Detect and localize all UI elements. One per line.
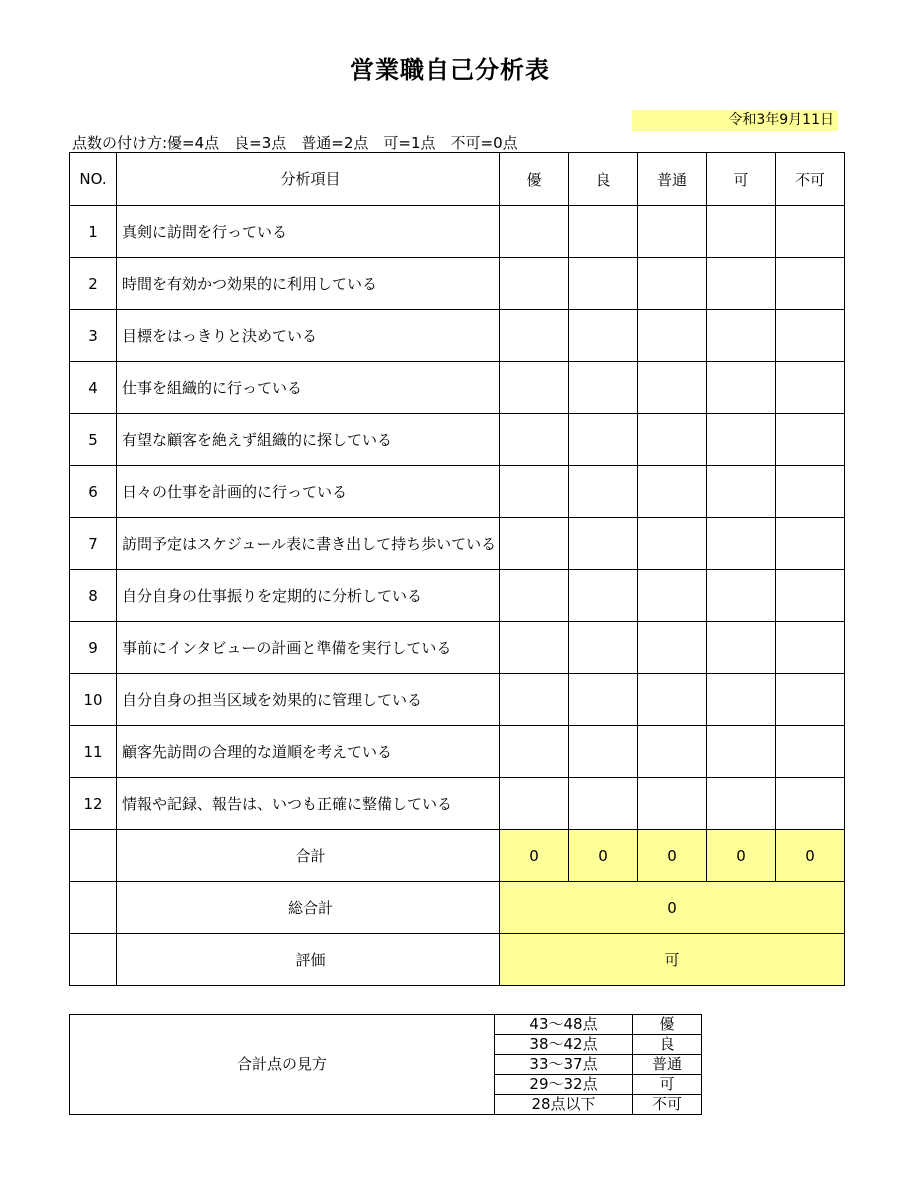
score-cell-good[interactable] xyxy=(569,310,638,362)
table-row xyxy=(70,258,845,310)
header-grade-fair: 可 xyxy=(707,153,776,206)
score-cell-poor[interactable] xyxy=(776,258,845,310)
score-cell-excellent[interactable] xyxy=(500,674,569,726)
score-cell-poor[interactable] xyxy=(776,622,845,674)
row-number: 3 xyxy=(70,310,117,362)
score-cell-excellent[interactable] xyxy=(500,518,569,570)
score-cell-fair[interactable] xyxy=(707,258,776,310)
evaluation-label: 評価 xyxy=(117,934,500,986)
score-cell-good[interactable] xyxy=(569,674,638,726)
score-cell-poor[interactable] xyxy=(776,570,845,622)
row-number: 7 xyxy=(70,518,117,570)
legend-range: 33～37点 xyxy=(495,1055,633,1075)
legend-grade: 可 xyxy=(633,1075,702,1095)
score-cell-excellent[interactable] xyxy=(500,414,569,466)
evaluation-value: 可 xyxy=(500,934,845,986)
table-row xyxy=(70,206,845,258)
header-grade-average: 普通 xyxy=(638,153,707,206)
legend-range: 43～48点 xyxy=(495,1015,633,1035)
score-cell-poor[interactable] xyxy=(776,310,845,362)
row-item: 事前にインタビューの計画と準備を実行している xyxy=(117,622,500,674)
score-cell-fair[interactable] xyxy=(707,674,776,726)
table-row xyxy=(70,466,845,518)
row-item: 自分自身の仕事振りを定期的に分析している xyxy=(117,570,500,622)
score-cell-fair[interactable] xyxy=(707,726,776,778)
legend-grade: 不可 xyxy=(633,1095,702,1115)
row-number: 1 xyxy=(70,206,117,258)
score-cell-average[interactable] xyxy=(638,206,707,258)
score-cell-excellent[interactable] xyxy=(500,726,569,778)
table-row xyxy=(70,518,845,570)
score-cell-poor[interactable] xyxy=(776,206,845,258)
legend-row xyxy=(70,1015,702,1035)
score-cell-fair[interactable] xyxy=(707,362,776,414)
header-no: NO. xyxy=(70,153,117,206)
row-number: 10 xyxy=(70,674,117,726)
score-cell-average[interactable] xyxy=(638,778,707,830)
scoring-note: 点数の付け方:優=4点 良=3点 普通=2点 可=1点 不可=0点 xyxy=(72,134,518,152)
score-cell-good[interactable] xyxy=(569,466,638,518)
row-item: 顧客先訪問の合理的な道順を考えている xyxy=(117,726,500,778)
table-row xyxy=(70,310,845,362)
score-cell-poor[interactable] xyxy=(776,726,845,778)
subtotal-good: 0 xyxy=(569,830,638,882)
subtotal-row xyxy=(70,830,845,882)
legend-grade: 普通 xyxy=(633,1055,702,1075)
table-row xyxy=(70,362,845,414)
score-cell-poor[interactable] xyxy=(776,674,845,726)
row-item: 真剣に訪問を行っている xyxy=(117,206,500,258)
grand-total-no-cell xyxy=(70,882,117,934)
score-cell-excellent[interactable] xyxy=(500,570,569,622)
header-item: 分析項目 xyxy=(117,153,500,206)
subtotal-average: 0 xyxy=(638,830,707,882)
subtotal-label: 合計 xyxy=(117,830,500,882)
evaluation-row xyxy=(70,934,845,986)
analysis-table xyxy=(69,152,845,986)
row-item: 自分自身の担当区域を効果的に管理している xyxy=(117,674,500,726)
header-grade-excellent: 優 xyxy=(500,153,569,206)
score-cell-average[interactable] xyxy=(638,674,707,726)
score-cell-poor[interactable] xyxy=(776,414,845,466)
score-cell-fair[interactable] xyxy=(707,518,776,570)
score-cell-good[interactable] xyxy=(569,726,638,778)
score-cell-average[interactable] xyxy=(638,518,707,570)
row-number: 4 xyxy=(70,362,117,414)
score-cell-average[interactable] xyxy=(638,466,707,518)
score-cell-good[interactable] xyxy=(569,362,638,414)
score-cell-good[interactable] xyxy=(569,778,638,830)
header-row xyxy=(70,153,845,206)
score-cell-fair[interactable] xyxy=(707,570,776,622)
score-cell-excellent[interactable] xyxy=(500,778,569,830)
subtotal-poor: 0 xyxy=(776,830,845,882)
row-item: 情報や記録、報告は、いつも正確に整備している xyxy=(117,778,500,830)
page-title: 営業職自己分析表 xyxy=(350,56,550,84)
score-cell-fair[interactable] xyxy=(707,206,776,258)
score-cell-fair[interactable] xyxy=(707,778,776,830)
table-row xyxy=(70,726,845,778)
table-row xyxy=(70,570,845,622)
score-cell-good[interactable] xyxy=(569,570,638,622)
score-cell-excellent[interactable] xyxy=(500,310,569,362)
score-cell-good[interactable] xyxy=(569,518,638,570)
header-grade-good: 良 xyxy=(569,153,638,206)
score-cell-excellent[interactable] xyxy=(500,362,569,414)
row-number: 5 xyxy=(70,414,117,466)
header-grade-poor: 不可 xyxy=(776,153,845,206)
score-cell-fair[interactable] xyxy=(707,466,776,518)
date-field[interactable]: 令和3年9月11日 xyxy=(632,110,838,131)
score-cell-average[interactable] xyxy=(638,570,707,622)
subtotal-fair: 0 xyxy=(707,830,776,882)
score-cell-good[interactable] xyxy=(569,414,638,466)
score-cell-average[interactable] xyxy=(638,362,707,414)
score-cell-excellent[interactable] xyxy=(500,622,569,674)
row-item: 日々の仕事を計画的に行っている xyxy=(117,466,500,518)
score-cell-poor[interactable] xyxy=(776,778,845,830)
legend-range: 28点以下 xyxy=(495,1095,633,1115)
score-cell-average[interactable] xyxy=(638,258,707,310)
grand-total-label: 総合計 xyxy=(117,882,500,934)
legend-grade: 優 xyxy=(633,1015,702,1035)
row-number: 8 xyxy=(70,570,117,622)
score-cell-average[interactable] xyxy=(638,622,707,674)
score-cell-fair[interactable] xyxy=(707,414,776,466)
subtotal-no-cell xyxy=(70,830,117,882)
grand-total-value: 0 xyxy=(500,882,845,934)
score-cell-excellent[interactable] xyxy=(500,206,569,258)
score-cell-fair[interactable] xyxy=(707,310,776,362)
row-item: 有望な顧客を絶えず組織的に探している xyxy=(117,414,500,466)
table-row xyxy=(70,778,845,830)
row-item: 仕事を組織的に行っている xyxy=(117,362,500,414)
row-number: 9 xyxy=(70,622,117,674)
score-cell-good[interactable] xyxy=(569,258,638,310)
legend-range: 38～42点 xyxy=(495,1035,633,1055)
score-cell-poor[interactable] xyxy=(776,362,845,414)
grand-total-row xyxy=(70,882,845,934)
score-legend-table xyxy=(69,1014,702,1115)
score-cell-poor[interactable] xyxy=(776,518,845,570)
row-number: 11 xyxy=(70,726,117,778)
legend-range: 29～32点 xyxy=(495,1075,633,1095)
score-cell-good[interactable] xyxy=(569,622,638,674)
legend-label: 合計点の見方 xyxy=(70,1015,495,1115)
table-row xyxy=(70,414,845,466)
table-row xyxy=(70,622,845,674)
table-row xyxy=(70,674,845,726)
row-item: 時間を有効かつ効果的に利用している xyxy=(117,258,500,310)
row-number: 2 xyxy=(70,258,117,310)
score-cell-excellent[interactable] xyxy=(500,466,569,518)
row-number: 12 xyxy=(70,778,117,830)
score-cell-good[interactable] xyxy=(569,206,638,258)
evaluation-no-cell xyxy=(70,934,117,986)
legend-grade: 良 xyxy=(633,1035,702,1055)
score-cell-excellent[interactable] xyxy=(500,258,569,310)
score-cell-average[interactable] xyxy=(638,414,707,466)
score-cell-fair[interactable] xyxy=(707,622,776,674)
score-cell-average[interactable] xyxy=(638,726,707,778)
subtotal-excellent: 0 xyxy=(500,830,569,882)
score-cell-poor[interactable] xyxy=(776,466,845,518)
row-item: 目標をはっきりと決めている xyxy=(117,310,500,362)
row-number: 6 xyxy=(70,466,117,518)
row-item: 訪問予定はスケジュール表に書き出して持ち歩いている xyxy=(117,518,500,570)
score-cell-average[interactable] xyxy=(638,310,707,362)
